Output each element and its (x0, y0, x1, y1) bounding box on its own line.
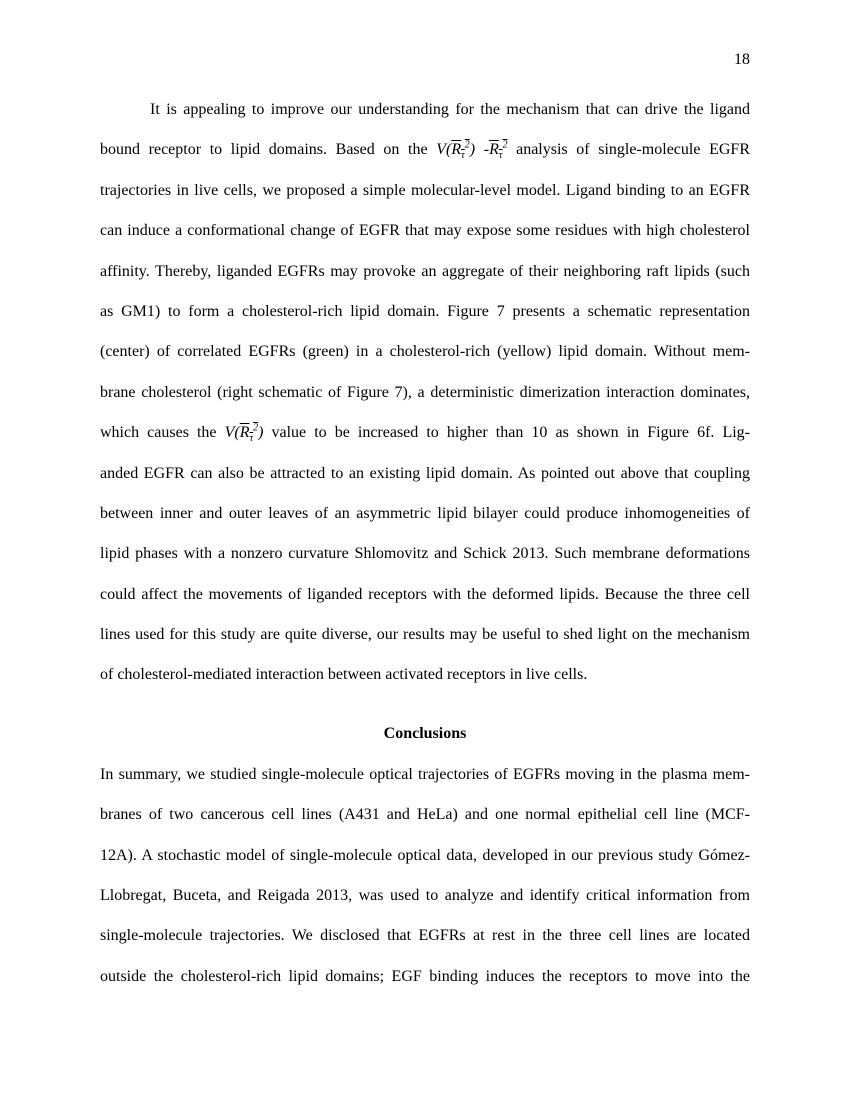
paragraph-line: branes of two cancerous cell lines (A431 and HeLa) and one normal epithelial cell line (MCF- (100, 806, 750, 824)
page-number: 18 (734, 51, 750, 68)
math-variance: $V(R_\tau^2)$ (224, 422, 264, 445)
paragraph-line: could affect the movements of liganded receptors with the deformed lipids. Because the three cell (100, 585, 750, 603)
paragraph-line: It is appealing to improve our understanding for the mechanism that can drive the ligand (150, 101, 750, 118)
text-fragment: bound receptor to lipid domains. Based on the (100, 141, 437, 159)
section-heading-conclusions: Conclusions (383, 724, 467, 742)
paragraph-line: affinity. Thereby, liganded EGFRs may provoke an aggregate of their neighboring raft lipids (such (100, 262, 750, 280)
paragraph-line: outside the cholesterol-rich lipid domains; EGF binding induces the receptors to move into the (100, 967, 750, 985)
paragraph-line: lipid phases with a nonzero curvature Shlomovitz and Schick 2013. Such membrane deformations (100, 545, 750, 563)
math-mean-square: $R_\tau^2$ (489, 140, 508, 162)
text-fragment: analysis of single-molecule EGFR (507, 141, 750, 159)
paragraph-line: 12A). A stochastic model of single-molecule optical data, developed in our previous study Gómez- (100, 846, 750, 864)
paragraph-line: between inner and outer leaves of an asymmetric lipid bilayer could produce inhomogeneities of (100, 504, 750, 522)
paragraph-line: In summary, we studied single-molecule optical trajectories of EGFRs moving in the plasma mem- (100, 765, 750, 783)
math-variance: $V(R_\tau^2)$ (436, 140, 476, 162)
paragraph-line: can induce a conformational change of EGFR that may expose some residues with high cholesterol (100, 222, 750, 240)
paragraph-line: of cholesterol-mediated interaction between activated receptors in live cells. (100, 666, 588, 684)
paragraph-line: lines used for this study are quite diverse, our results may be useful to shed light on the mechanism (100, 626, 750, 644)
paragraph-line: anded EGFR can also be attracted to an existing lipid domain. As pointed out above that coupling (100, 464, 750, 482)
text-fragment: value to be increased to higher than 10 as shown in Figure 6f. Lig- (263, 424, 751, 442)
paragraph-line: trajectories in live cells, we proposed a simple molecular-level model. Ligand binding to an EGFR (100, 181, 750, 199)
paragraph-line-with-math (100, 418, 750, 458)
paragraph-line: single-molecule trajectories. We disclosed that EGFRs at rest in the three cell lines are located (100, 927, 750, 945)
paragraph-line: Llobregat, Buceta, and Reigada 2013, was used to analyze and identify critical information from (100, 887, 750, 905)
text-fragment: which causes the (100, 424, 225, 442)
paragraph-line: as GM1) to form a cholesterol-rich lipid domain. Figure 7 presents a schematic representation (100, 302, 750, 320)
paragraph-line: (center) of correlated EGFRs (green) in a cholesterol-rich (yellow) lipid domain. Without mem- (100, 343, 750, 361)
paragraph-line: brane cholesterol (right schematic of Figure 7), a deterministic dimerization interaction dominates, (100, 383, 750, 401)
body-text (100, 95, 750, 1002)
paragraph-line-with-math: bound receptor to lipid domains. Based on the $V(R_\tau^2)$ $-R_\tau^2$ analysis of single-molecule EGFR (100, 140, 750, 162)
